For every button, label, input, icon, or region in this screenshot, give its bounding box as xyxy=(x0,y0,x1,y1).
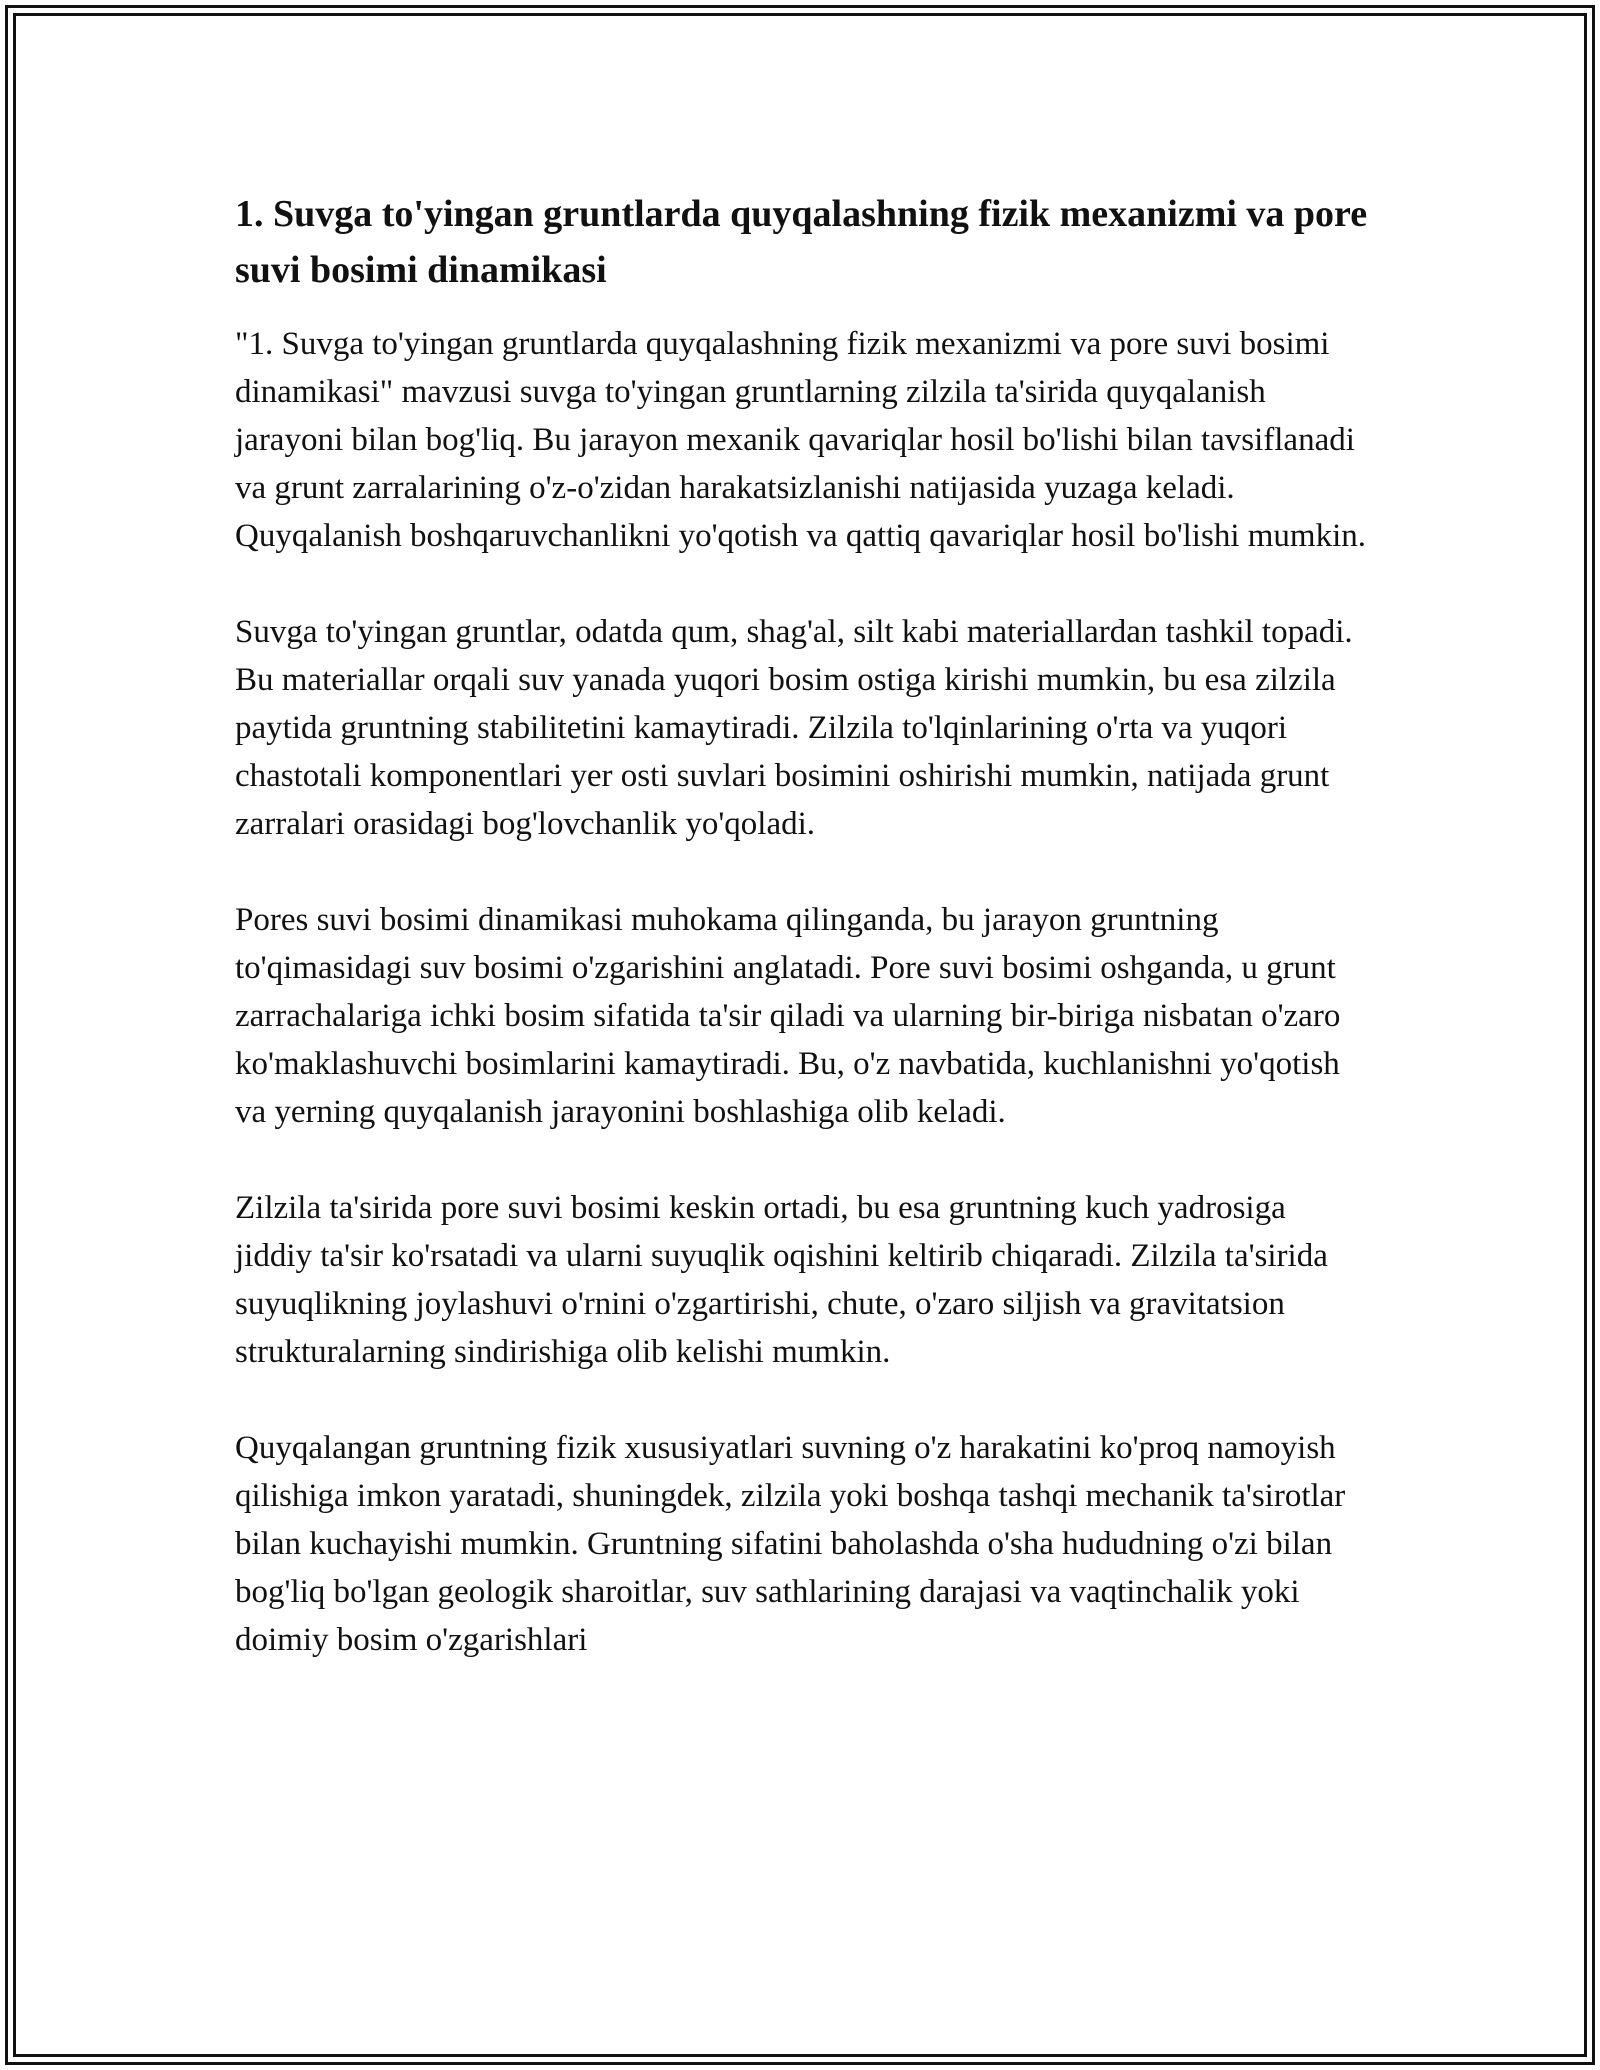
section-title: 1. Suvga to'yingan gruntlarda quyqalashning fizik mexanizmi va pore suvi bosimi dinamikasi xyxy=(235,193,1368,291)
document-body xyxy=(235,186,1370,1712)
paragraph-3: Pores suvi bosimi dinamikasi muhokama qilinganda, bu jarayon gruntning to'qimasidagi suv bosimi o'zgarishini anglatadi. Pore suvi bosimi oshganda, u grunt zarrachalariga ichki bosim sifatida ta'sir qiladi va ularning bir-biriga nisbatan o'zaro ko'maklashuvchi bosimlarini kamaytiradi. Bu, o'z navbatida, kuchlanishni yo'qotish va yerning quyqalanish jarayonini boshlashiga olib keladi. xyxy=(235,902,1341,1130)
paragraph-2: Suvga to'yingan gruntlar, odatda qum, shag'al, silt kabi materiallardan tashkil topadi. Bu materiallar orqali suv yanada yuqori bosim ostiga kirishi mumkin, bu esa zilzila paytida gruntning stabilitetini kamaytiradi. Zilzila to'lqinlarining o'rta va yuqori chastotali komponentlari yer osti suvlari bosimini oshirishi mumkin, natijada grunt zarralari orasidagi bog'lovchanlik yo'qoladi. xyxy=(235,614,1353,842)
paragraph-5: Quyqalangan gruntning fizik xususiyatlari suvning o'z harakatini ko'proq namoyish qilishiga imkon yaratadi, shuningdek, zilzila yoki boshqa tashqi mechanik ta'sirotlar bilan kuchayishi mumkin. Gruntning sifatini baholashda o'sha hududning o'zi bilan bog'liq bo'lgan geologik sharoitlar, suv sathlarining darajasi va vaqtinchalik yoki doimiy bosim o'zgarishlari xyxy=(235,1430,1346,1658)
paragraph-1: "1. Suvga to'yingan gruntlarda quyqalashning fizik mexanizmi va pore suvi bosimi dinamikasi" mavzusi suvga to'yingan gruntlarning zilzila ta'sirida quyqalanish jarayoni bilan bog'liq. Bu jarayon mexanik qavariqlar hosil bo'lishi bilan tavsiflanadi va grunt zarralarining o'z-o'zidan harakatsizlanishi natijasida yuzaga keladi. Quyqalanish boshqaruvchanlikni yo'qotish va qattiq qavariqlar hosil bo'lishi mumkin. xyxy=(235,326,1366,554)
paragraph-4: Zilzila ta'sirida pore suvi bosimi keskin ortadi, bu esa gruntning kuch yadrosiga jiddiy ta'sir ko'rsatadi va ularni suyuqlik oqishini keltirib chiqaradi. Zilzila ta'sirida suyuqlikning joylashuvi o'rnini o'zgartirishi, chute, o'zaro siljish va gravitatsion strukturalarning sindirishiga olib kelishi mumkin. xyxy=(235,1190,1328,1370)
